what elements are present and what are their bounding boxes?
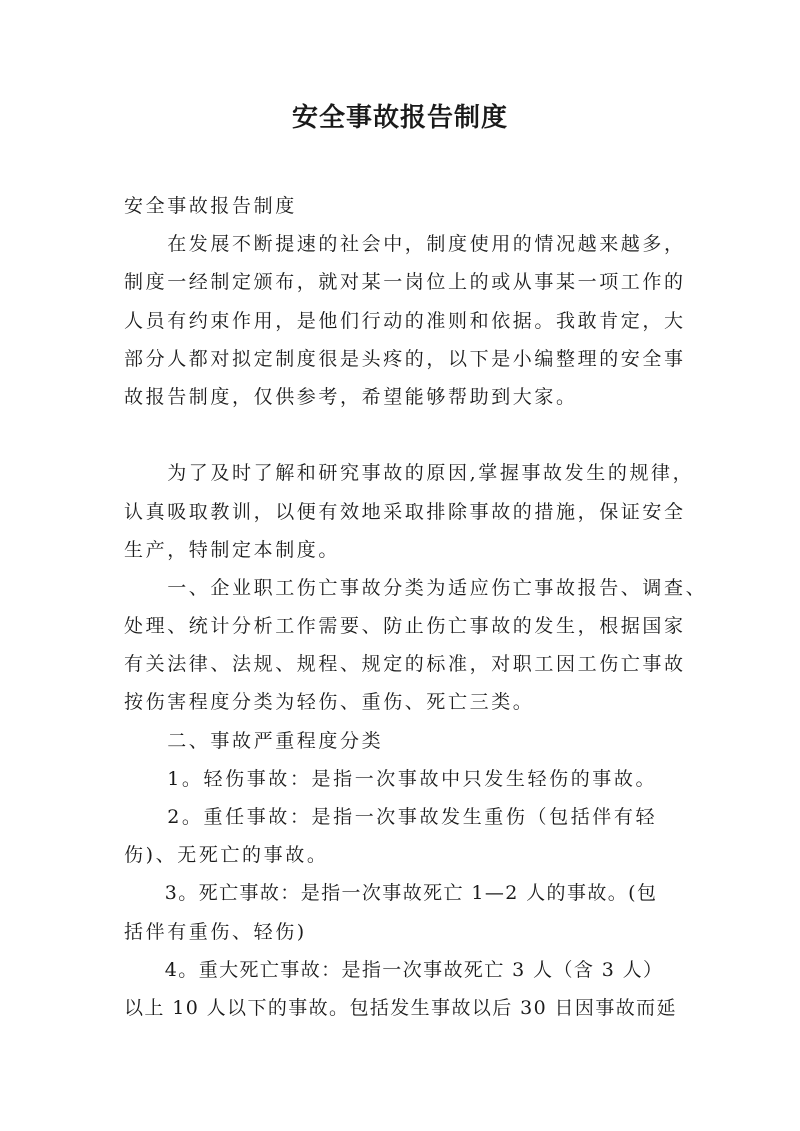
body-line: 人员有约束作用，是他们行动的准则和依据。我敢肯定，大 xyxy=(124,309,686,332)
body-line: 按伤害程度分类为轻伤、重伤、死亡三类。 xyxy=(124,691,535,714)
body-line: 处理、统计分析工作需要、防止伤亡事故的发生，根据国家 xyxy=(124,615,686,638)
body-line: 二、事故严重程度分类 xyxy=(124,729,384,752)
body-line: 生产，特制定本制度。 xyxy=(124,538,341,561)
body-line: 一、企业职工伤亡事故分类为适应伤亡事故报告、调查、 xyxy=(124,576,708,599)
document-title: 安全事故报告制度 xyxy=(291,103,508,133)
body-line: 4。重大死亡事故：是指一次事故死亡 3 人（含 3 人） xyxy=(124,958,664,981)
body-line: 认真吸取教训，以便有效地采取排除事故的措施，保证安全 xyxy=(124,500,686,523)
document-body xyxy=(124,187,708,1027)
paragraph-gap xyxy=(124,416,680,454)
body-line: 有关法律、法规、规程、规定的标准，对职工因工伤亡事故 xyxy=(124,653,686,676)
body-line: 2。重任事故：是指一次事故发生重伤（包括伴有轻 xyxy=(124,806,658,828)
body-line: 部分人都对拟定制度很是头疼的，以下是小编整理的安全事 xyxy=(124,347,686,370)
body-line: 3。死亡事故：是指一次事故死亡 1—2 人的事故。(包 xyxy=(124,882,658,905)
body-line: 伤)、无死亡的事故。 xyxy=(124,844,329,867)
body-line: 故报告制度，仅供参考，希望能够帮助到大家。 xyxy=(124,385,578,408)
body-line: 括伴有重伤、轻伤) xyxy=(124,920,307,943)
body-line: 以上 10 人以下的事故。包括发生事故以后 30 日因事故而延 xyxy=(124,996,677,1019)
body-line: 1。轻伤事故：是指一次事故中只发生轻伤的事故。 xyxy=(124,767,658,790)
body-line: 在发展不断提速的社会中，制度使用的情况越来越多， xyxy=(124,233,686,256)
section-heading: 安全事故报告制度 xyxy=(124,195,297,217)
body-line: 制度一经制定颁布，就对某一岗位上的或从事某一项工作的 xyxy=(124,271,686,294)
body-line: 为了及时了解和研究事故的原因,掌握事故发生的规律， xyxy=(124,462,695,485)
